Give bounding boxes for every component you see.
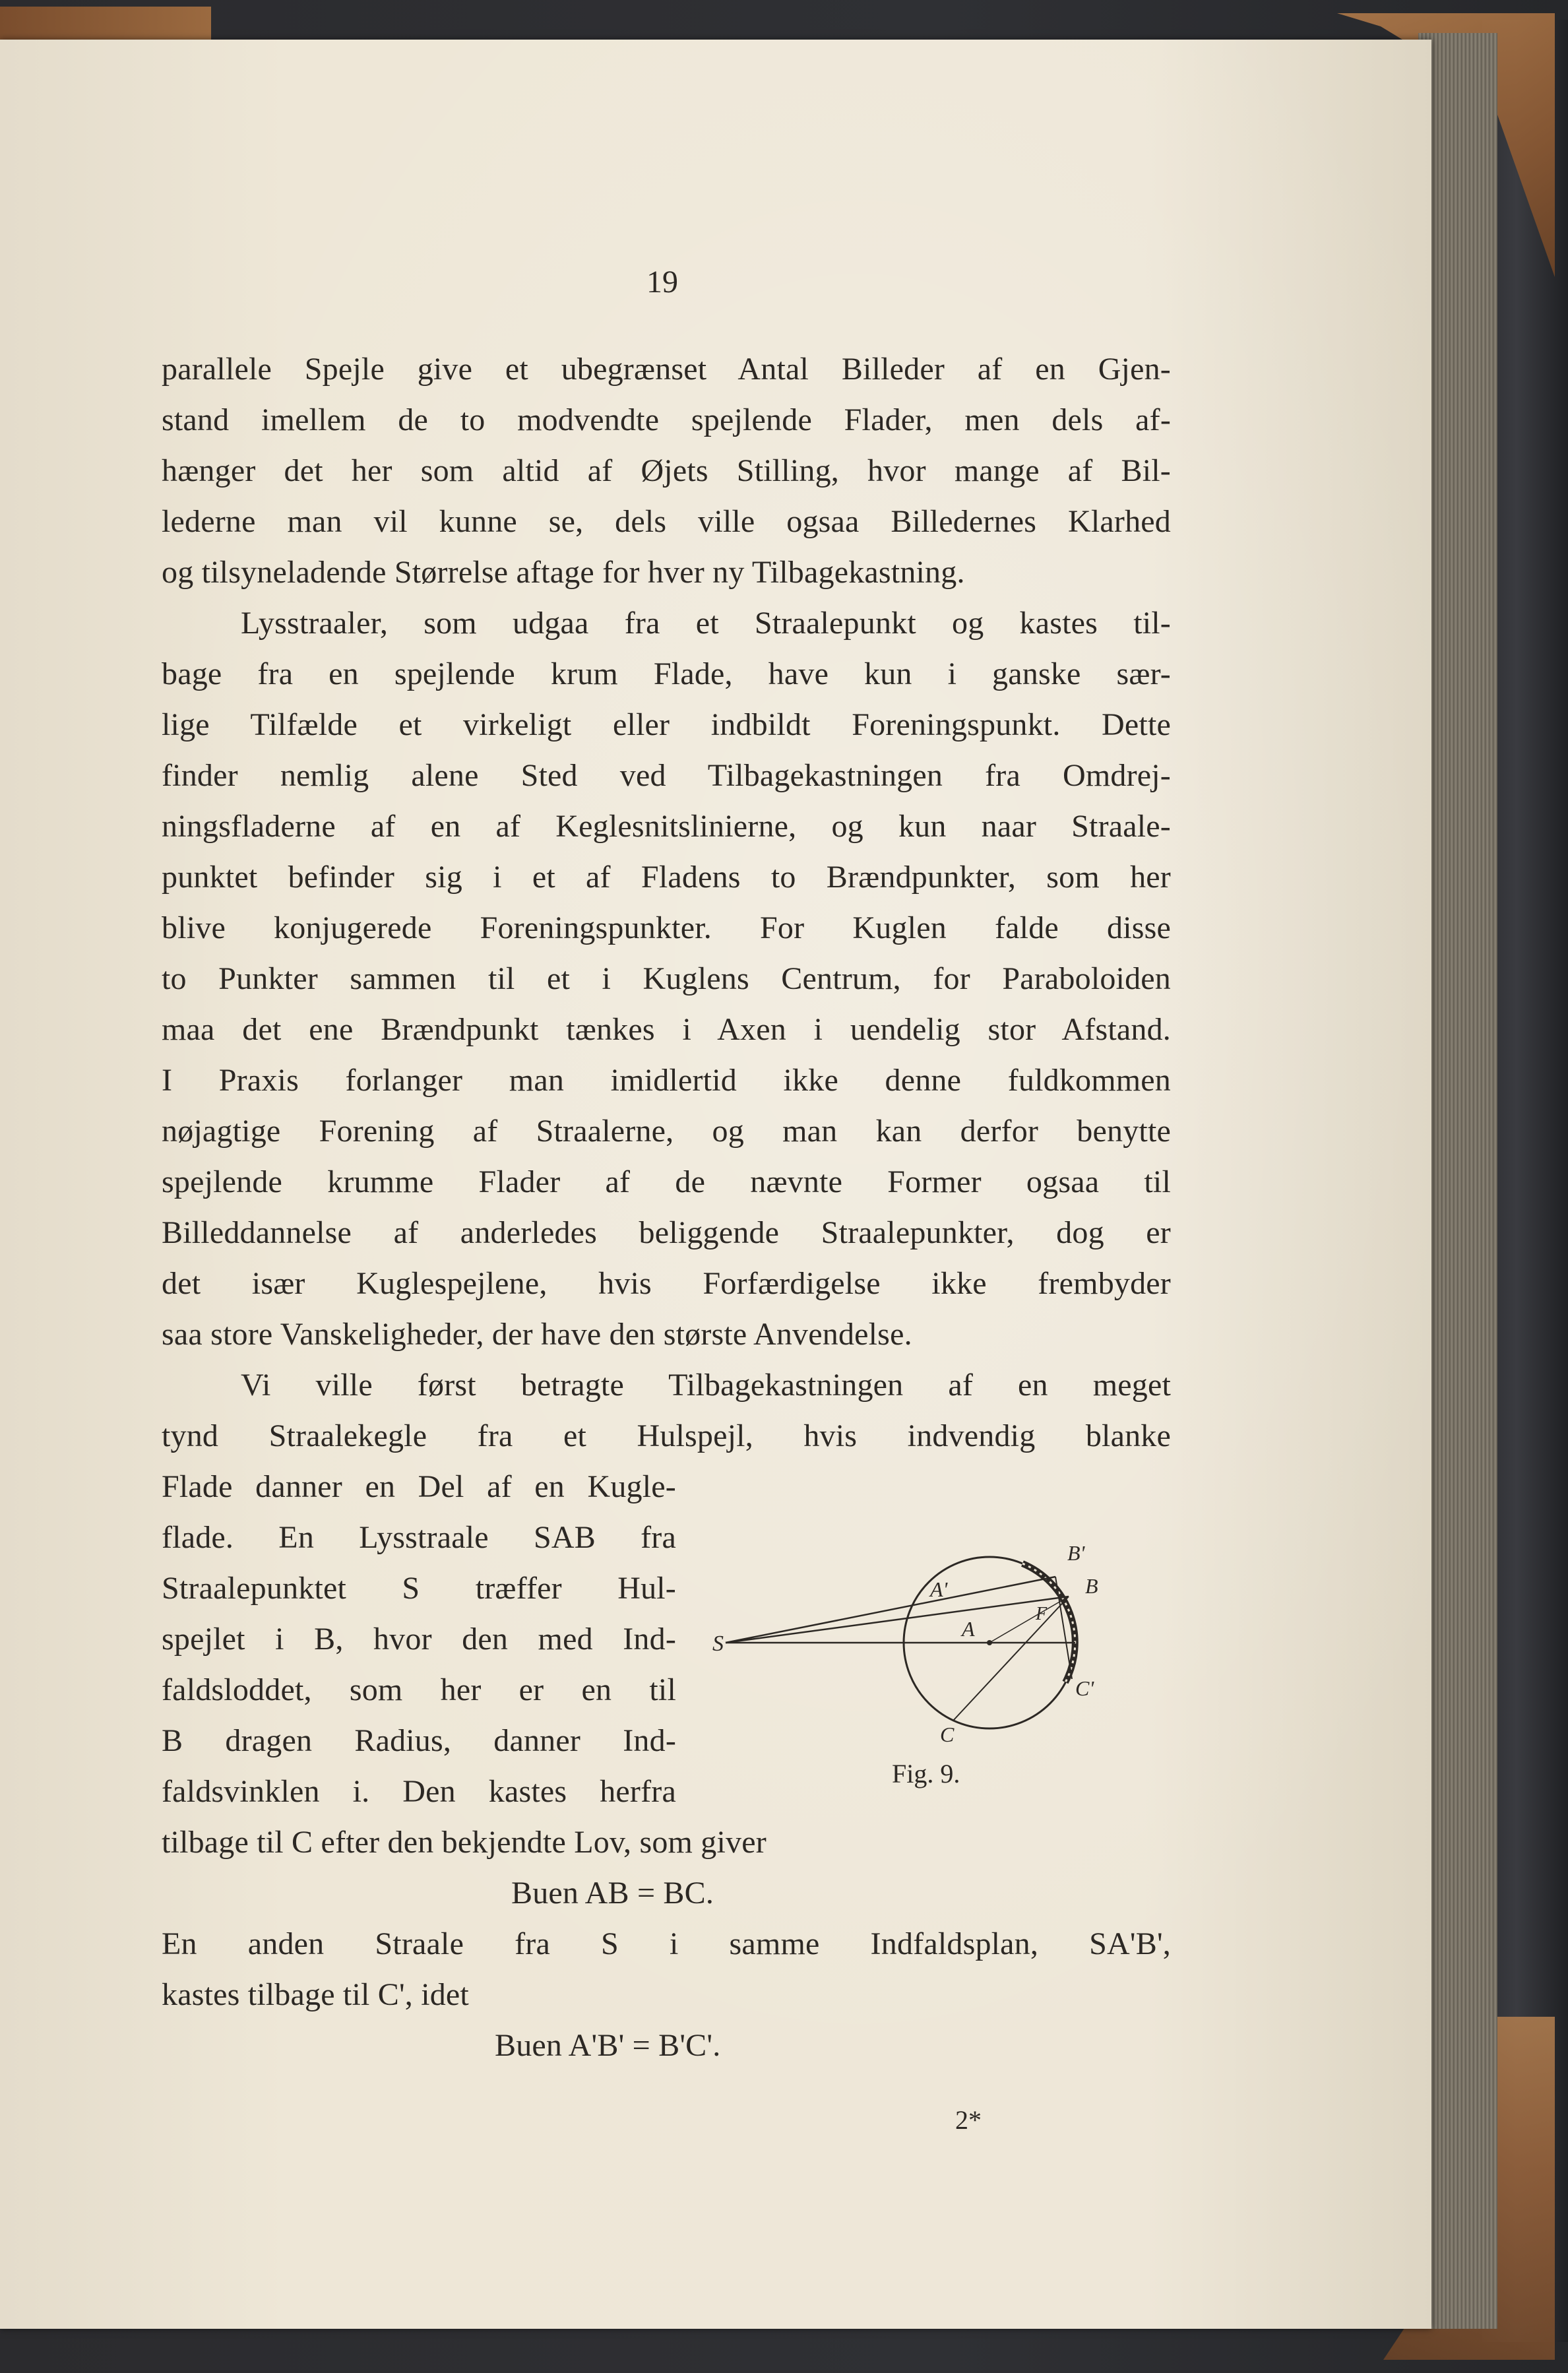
text-line: bage fra en spejlende krum Flade, have kun i ganske sær- bbox=[162, 656, 1171, 691]
text-line: spejlende krumme Flader af de nævnte Former ogsaa til bbox=[162, 1164, 1171, 1199]
text-line: og tilsyneladende Størrelse aftage for hver ny Tilbagekastning. bbox=[162, 555, 965, 590]
radius-line bbox=[989, 1597, 1069, 1643]
signature-mark: 2* bbox=[955, 2105, 982, 2135]
text-line: lige Tilfælde et virkeligt eller indbildt Foreningspunkt. Dette bbox=[162, 707, 1171, 742]
label-B: B bbox=[1085, 1574, 1098, 1598]
text-line: Straalepunktet S træffer Hul- bbox=[162, 1571, 676, 1606]
equation-line: Buen A'B' = B'C'. bbox=[495, 2028, 721, 2063]
text-line: ningsfladerne af en af Keglesnitslinierne, og kun naar Straale- bbox=[162, 809, 1171, 844]
text-line: maa det ene Brændpunkt tænkes i Axen i uendelig stor Afstand. bbox=[162, 1012, 1171, 1047]
figure-caption: Fig. 9. bbox=[892, 1759, 960, 1788]
text-line: hænger det her som altid af Øjets Stilling, hvor mange af Bil- bbox=[162, 453, 1171, 488]
text-line: flade. En Lysstraale SAB fra bbox=[162, 1520, 676, 1555]
center-point bbox=[987, 1640, 992, 1645]
label-S: S bbox=[712, 1631, 724, 1656]
text-line: tilbage til C efter den bekjendte Lov, som giver bbox=[162, 1825, 767, 1860]
label-B-prime: B' bbox=[1067, 1541, 1085, 1565]
text-line: punktet befinder sig i et af Fladens to Brændpunkter, som her bbox=[162, 860, 1171, 895]
text-line: saa store Vanskeligheder, der have den største Anvendelse. bbox=[162, 1317, 912, 1352]
text-line: Billeddannelse af anderledes beliggende Straalepunkter, dog er bbox=[162, 1215, 1171, 1250]
text-line: parallele Spejle give et ubegrænset Antal Billeder af en Gjen- bbox=[162, 352, 1171, 387]
text-line: det især Kuglespejlene, hvis Forfærdigelse ikke frembyder bbox=[162, 1266, 1171, 1301]
label-C-prime: C' bbox=[1075, 1676, 1094, 1700]
text-line: to Punkter sammen til et i Kuglens Centrum, for Paraboloiden bbox=[162, 961, 1171, 996]
text-line: lederne man vil kunne se, dels ville ogsaa Billedernes Klarhed bbox=[162, 504, 1171, 539]
label-A: A bbox=[962, 1617, 975, 1641]
text-line: nøjagtige Forening af Straalerne, og man kan derfor benytte bbox=[162, 1114, 1171, 1149]
text-line: B dragen Radius, danner Ind- bbox=[162, 1723, 676, 1758]
text-line: stand imellem de to modvendte spejlende Flader, men dels af- bbox=[162, 402, 1171, 437]
text-line: Flade danner en Del af en Kugle- bbox=[162, 1469, 676, 1504]
text-line: tynd Straalekegle fra et Hulspejl, hvis indvendig blanke bbox=[162, 1418, 1171, 1453]
figure-9-diagram bbox=[712, 1531, 1187, 1755]
ray-SAB bbox=[726, 1597, 1069, 1643]
reflected-ray-BC-prime bbox=[1055, 1577, 1072, 1679]
text-line: Lysstraaler, som udgaa fra et Straalepunkt og kastes til- bbox=[241, 606, 1171, 641]
equation-line: Buen AB = BC. bbox=[511, 1876, 714, 1911]
text-line: faldsvinklen i. Den kastes herfra bbox=[162, 1774, 676, 1809]
text-line: En anden Straale fra S i samme Indfaldsplan, SA'B', bbox=[162, 1926, 1171, 1961]
label-A-prime: A' bbox=[930, 1577, 948, 1601]
text-line: faldsloddet, som her er en til bbox=[162, 1672, 676, 1707]
text-line: spejlet i B, hvor den med Ind- bbox=[162, 1622, 676, 1657]
book-page bbox=[0, 40, 1431, 2329]
text-line: finder nemlig alene Sted ved Tilbagekastningen fra Omdrej- bbox=[162, 758, 1171, 793]
label-C: C bbox=[940, 1723, 955, 1746]
label-F: F bbox=[1036, 1604, 1048, 1624]
page-number: 19 bbox=[646, 265, 678, 300]
text-line: I Praxis forlanger man imidlertid ikke denne fuldkommen bbox=[162, 1063, 1171, 1098]
text-line: kastes tilbage til C', idet bbox=[162, 1977, 469, 2012]
text-line: blive konjugerede Foreningspunkter. For Kuglen falde disse bbox=[162, 910, 1171, 945]
text-line: Vi ville først betragte Tilbagekastningen af en meget bbox=[241, 1368, 1171, 1403]
